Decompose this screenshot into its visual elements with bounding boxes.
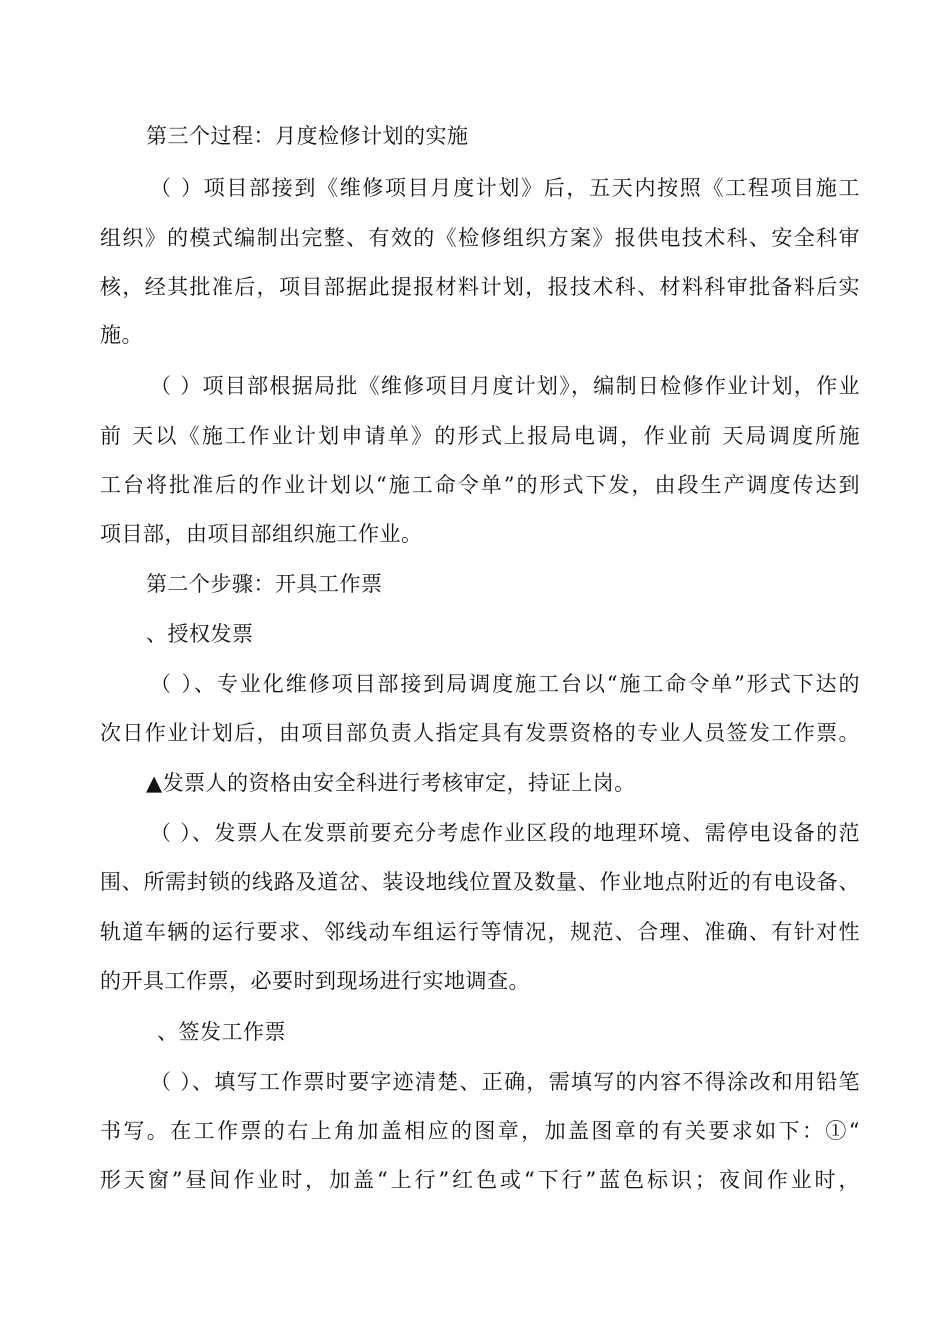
paragraph-line: （ ）、填写工作票时要字迹清楚、正确，需填写的内容不得涂改和用铅笔	[150, 1070, 860, 1094]
note-line: ▲发票人的资格由安全科进行考核审定，持证上岗。	[146, 771, 636, 795]
paragraph-line: （ ）项目部根据局批《维修项目月度计划》，编制日检修作业计划，作业	[150, 374, 860, 398]
section-heading-process-3: 第三个过程：月度检修计划的实施	[146, 124, 469, 148]
paragraph-line: 次日作业计划后，由项目部负责人指定具有发票资格的专业人员签发工作票。	[100, 721, 860, 745]
paragraph-line: 工台将批准后的作业计划以“施工命令单”的形式下发，由段生产调度传达到	[100, 473, 860, 497]
paragraph-line: 前 天以《施工作业计划申请单》的形式上报局电调，作业前 天局调度所施	[100, 424, 860, 448]
paragraph-line: 围、所需封锁的线路及道岔、装设地线位置及数量、作业地点附近的有电设备、	[100, 870, 860, 894]
paragraph-line: （ ）项目部接到《维修项目月度计划》后，五天内按照《工程项目施工	[150, 176, 860, 200]
section-heading-step-2: 第二个步骤：开具工作票	[146, 572, 383, 596]
paragraph-line: 的开具工作票，必要时到现场进行实地调查。	[100, 969, 530, 993]
subheading-authorize: 、授权发票	[146, 622, 254, 646]
subheading-sign-ticket: 、签发工作票	[157, 1020, 286, 1044]
paragraph-line: 项目部，由项目部组织施工作业。	[100, 522, 423, 546]
paragraph-line: 形天窗”昼间作业时，加盖“上行”红色或“下行”蓝色标识；夜间作业时，	[100, 1168, 860, 1192]
paragraph-line: 施。	[100, 323, 143, 347]
paragraph-line: 轨道车辆的运行要求、邻线动车组运行等情况，规范、合理、准确、有针对性	[100, 920, 860, 944]
paragraph-line: 核，经其批准后，项目部据此提报材料计划，报技术科、材料科审批备料后实	[100, 275, 860, 299]
paragraph-line: （ ）、发票人在发票前要充分考虑作业区段的地理环境、需停电设备的范	[150, 821, 860, 845]
paragraph-line: 书写。在工作票的右上角加盖相应的图章，加盖图章的有关要求如下：①“	[100, 1119, 860, 1143]
paragraph-line: 组织》的模式编制出完整、有效的《检修组织方案》报供电技术科、安全科审	[100, 226, 860, 250]
paragraph-line: （ ）、专业化维修项目部接到局调度施工台以“施工命令单”形式下达的	[150, 672, 860, 696]
